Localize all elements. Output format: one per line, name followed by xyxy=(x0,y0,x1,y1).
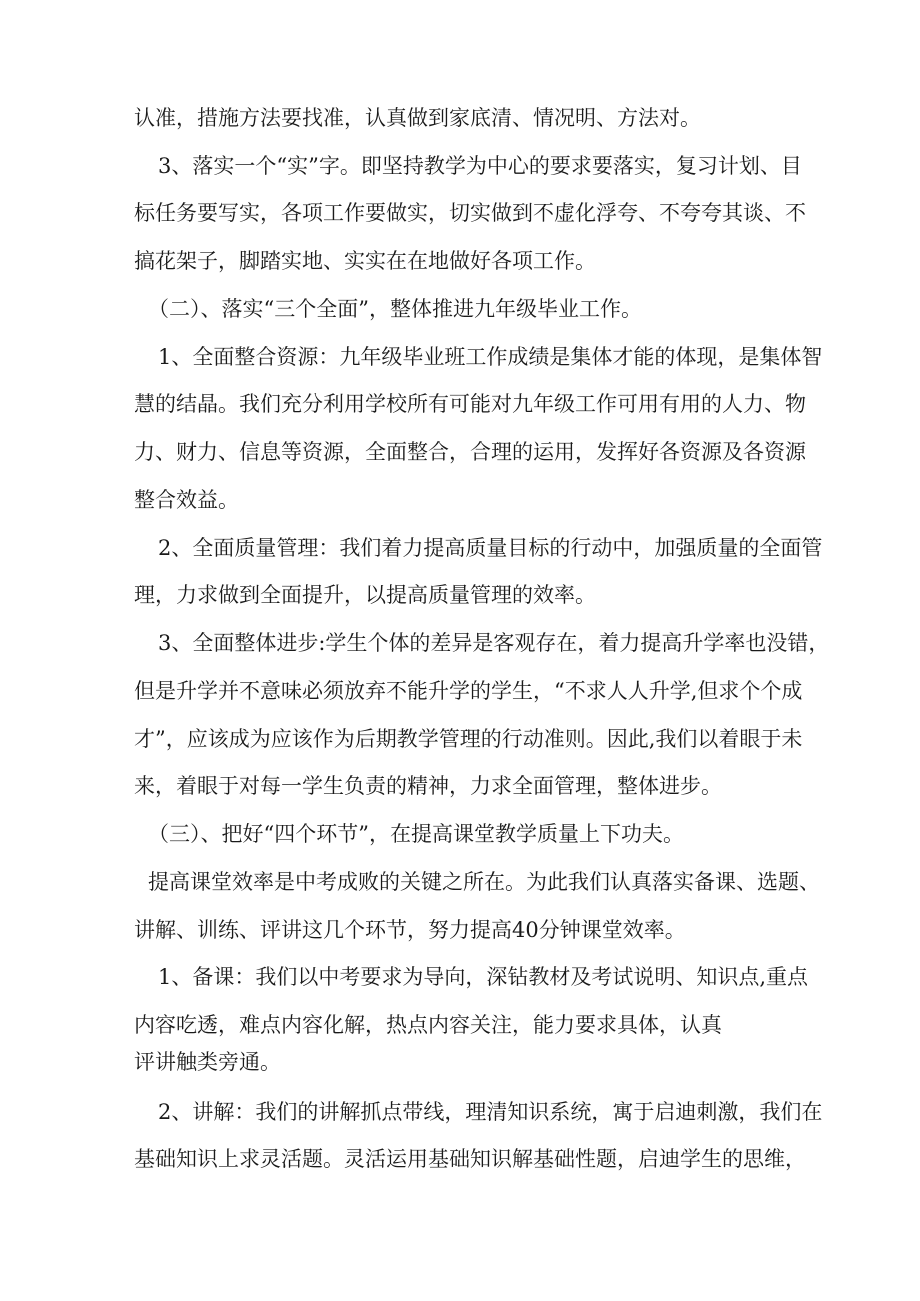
text-line: 3、全面整体进步:学生个体的差异是客观存在，着力提高升学率也没错， xyxy=(158,631,830,655)
text-line: 2、全面质量管理：我们着力提高质量目标的行动中，加强质量的全面管 xyxy=(158,536,823,560)
section-heading: （三）、把好“四个环节”，在提高课堂教学质量上下功夫。 xyxy=(148,822,684,846)
text-line: 讲解、训练、评讲这几个环节，努力提高40分钟课堂效率。 xyxy=(134,918,686,942)
text-line: 评讲触类旁通。 xyxy=(134,1050,281,1074)
text-line: 1、备课：我们以中考要求为导向，深钻教材及考试说明、知识点,重点 xyxy=(158,965,809,989)
text-line: 2、讲解：我们的讲解抓点带线，理清知识系统，寓于启迪刺激，我们在 xyxy=(158,1100,823,1124)
text-line: 搞花架子，脚踏实地、实实在在地做好各项工作。 xyxy=(134,249,596,273)
text-line: 认准，措施方法要找准，认真做到家底清、情况明、方法对。 xyxy=(134,106,701,130)
text-line: 提高课堂效率是中考成败的关键之所在。为此我们认真落实备课、选题、 xyxy=(148,870,820,894)
text-line: 标任务要写实，各项工作要做实，切实做到不虚化浮夸、不夸夸其谈、不 xyxy=(134,201,806,225)
text-line: 理，力求做到全面提升，以提高质量管理的效率。 xyxy=(134,583,596,607)
text-line: 但是升学并不意味必须放弃不能升学的学生，“不求人人升学,但求个个成 xyxy=(134,679,803,703)
text-line: 整合效益。 xyxy=(134,488,239,512)
text-line: 1、全面整合资源：九年级毕业班工作成绩是集体才能的体现，是集体智 xyxy=(158,345,823,369)
text-line: 来，着眼于对每一学生负责的精神，力求全面管理，整体进步。 xyxy=(134,774,722,798)
text-line: 力、财力、信息等资源，全面整合，合理的运用，发挥好各资源及各资源 xyxy=(134,440,806,464)
text-line: 才”，应该成为应该作为后期教学管理的行动准则。因此,我们以着眼于未 xyxy=(134,727,803,751)
section-heading: （二）、落实“三个全面”，整体推进九年级毕业工作。 xyxy=(148,297,642,321)
text-line: 慧的结晶。我们充分利用学校所有可能对九年级工作可用有用的人力、物 xyxy=(134,392,806,416)
text-line: 内容吃透，难点内容化解，热点内容关注，能力要求具体，认真 xyxy=(134,1013,722,1037)
text-line: 3、落实一个“实”字。即坚持教学为中心的要求要落实，复习计划、目 xyxy=(158,154,802,178)
text-line: 基础知识上求灵活题。灵活运用基础知识解基础性题，启迪学生的思维， xyxy=(134,1147,806,1171)
